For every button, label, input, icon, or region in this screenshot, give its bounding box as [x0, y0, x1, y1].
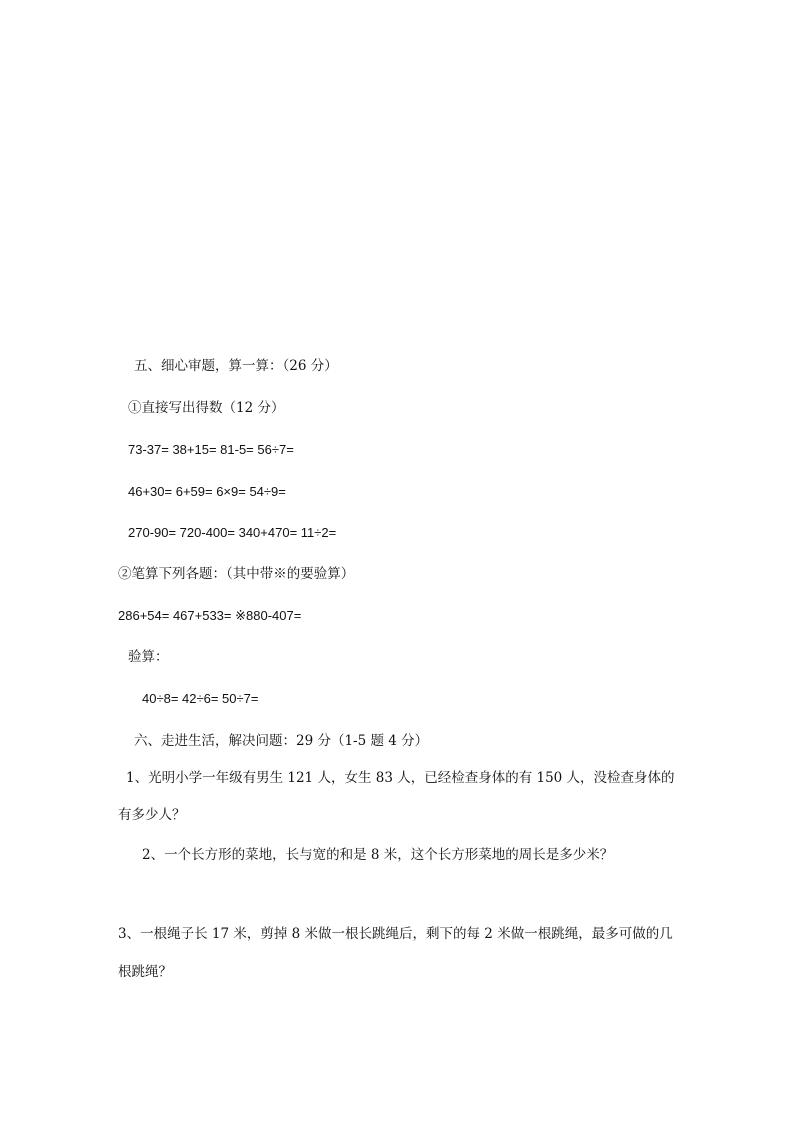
mental-math-row-2: 46+30= 6+59= 6×9= 54÷9=	[128, 484, 286, 499]
question-1-line-1: 1、光明小学一年级有男生 121 人，女生 83 人，已经检查身体的有 150 人，没检查身体的	[126, 770, 675, 786]
check-label: 验算：	[128, 649, 169, 665]
written-calc-row-2: 40÷8= 42÷6= 50÷7=	[142, 691, 259, 706]
mental-math-row-1: 73-37= 38+15= 81-5= 56÷7=	[128, 442, 294, 457]
question-3-line-1: 3、一根绳子长 17 米，剪掉 8 米做一根长跳绳后，剩下的每 2 米做一根跳绳，最多可做的几	[118, 926, 673, 942]
question-1-line-2: 有多少人？	[118, 807, 186, 823]
part-2-heading: ②笔算下列各题：（其中带※的要验算）	[118, 566, 355, 582]
question-3-line-2: 根跳绳？	[118, 964, 172, 980]
part-1-heading: ①直接写出得数（12 分）	[128, 400, 285, 416]
written-calc-row-1: 286+54= 467+533= ※880-407=	[118, 608, 302, 623]
question-2: 2、一个长方形的菜地，长与宽的和是 8 米，这个长方形菜地的周长是多少米？	[142, 847, 614, 863]
section-5-title: 五、细心审题，算一算：（26 分）	[134, 358, 338, 374]
section-6-title: 六、走进生活，解决问题：29 分（1-5 题 4 分）	[134, 733, 429, 749]
mental-math-row-3: 270-90= 720-400= 340+470= 11÷2=	[128, 525, 337, 540]
